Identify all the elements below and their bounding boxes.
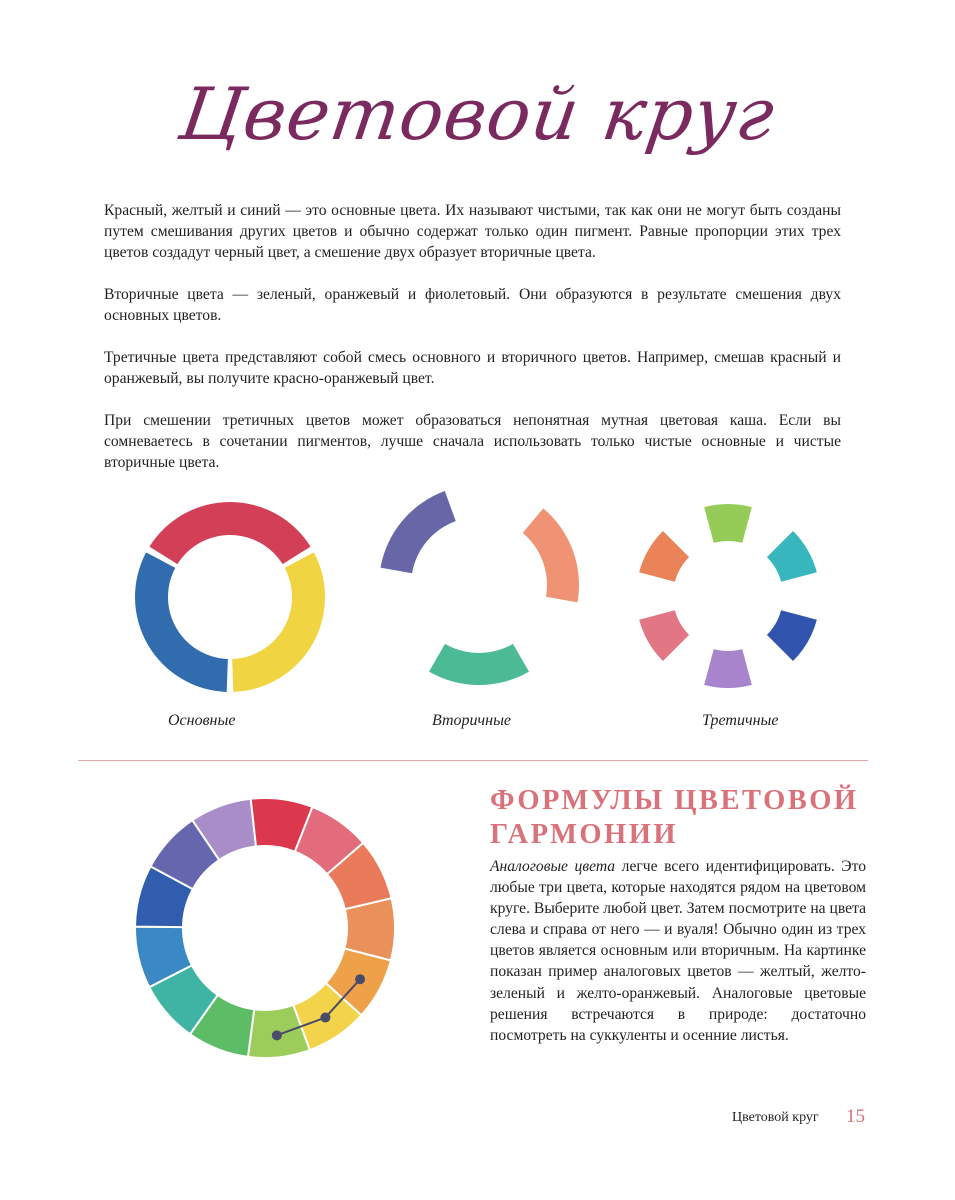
paragraph-tertiary: Третичные цвета представляют собой смесь основного и вторичного цветов. Например, смешав красный и оранжевый, вы получите красно-оранжевый цвет. [104,349,841,387]
analogous-dot-yellow-orange [355,974,365,984]
tertiary-segment-blue-green [767,531,817,582]
primary-segment-yellow [232,552,325,692]
tertiary-segment-yellow-green [704,504,752,543]
caption-secondary: Вторичные [432,712,512,729]
tertiary-segment-violet [704,649,752,688]
tertiary-segment-blue [767,610,817,661]
analogous-dot-yellow [320,1013,330,1023]
harmony-heading [490,784,870,852]
paragraph-mixing: При смешении третичных цветов может образоваться непонятная мутная цветовая каша. Если вы сомневаетесь в сочетании пигментов, лучше сначала использовать только чистые основные и чистые вторичные цвета. [104,412,841,471]
secondary-segment-orange [523,508,579,602]
page-title: Цветовой круг [174,72,781,156]
primary-segment-blue [135,552,228,692]
footer-section-title: Цветовой круг [732,1110,819,1125]
harmony-body: легче всего идентифицировать. Это любые три цвета, которые находятся рядом на цветовом круге. Выберите любой цвет. Затем посмотрите на цвета слева и справа от него — и вуаля! Обычно один из трех цветов является основным или вторичным. На картинке показан пример аналоговых цветов — желтый, желто-зеленый и желто-оранжевый. Аналоговые цветовые решения встречаются в природе: достаточно посмотреть на суккуленты и осенние листья. [490,858,867,1044]
harmony-paragraph [490,856,866,1046]
caption-primary: Основные [168,712,236,729]
page-number: 15 [846,1106,865,1127]
analogous-dot-yellow-green [272,1030,282,1040]
secondary-segment-purple [381,491,456,573]
primary-segment-red [149,502,310,564]
tertiary-segment-red [639,610,689,661]
harmony-lead-term: Аналоговые цвета [490,858,616,875]
primary-wheel [135,502,325,692]
harmony-heading-line1: ФОРМУЛЫ ЦВЕТОВОЙ [490,785,859,816]
paragraph-secondary: Вторичные цвета — зеленый, оранжевый и фиолетовый. Они образуются в результате смешения двух основных цветов. [104,286,841,324]
paragraph-primary: Красный, желтый и синий — это основные цвета. Их называют чистыми, так как они не могут быть созданы путем смешивания других цветов и обычно содержат только один пигмент. Равные пропорции этих трех цветов создадут черный цвет, а смешение двух образует вторичные цвета. [104,202,841,261]
caption-tertiary: Третичные [702,712,779,729]
secondary-segment-green [429,644,529,685]
tertiary-segment-red-orange [639,531,689,582]
harmony-heading-line2: ГАРМОНИИ [490,819,679,850]
tertiary-wheel [639,504,817,688]
section-divider [78,760,868,761]
secondary-wheel [381,491,579,685]
full-color-wheel [135,798,395,1058]
